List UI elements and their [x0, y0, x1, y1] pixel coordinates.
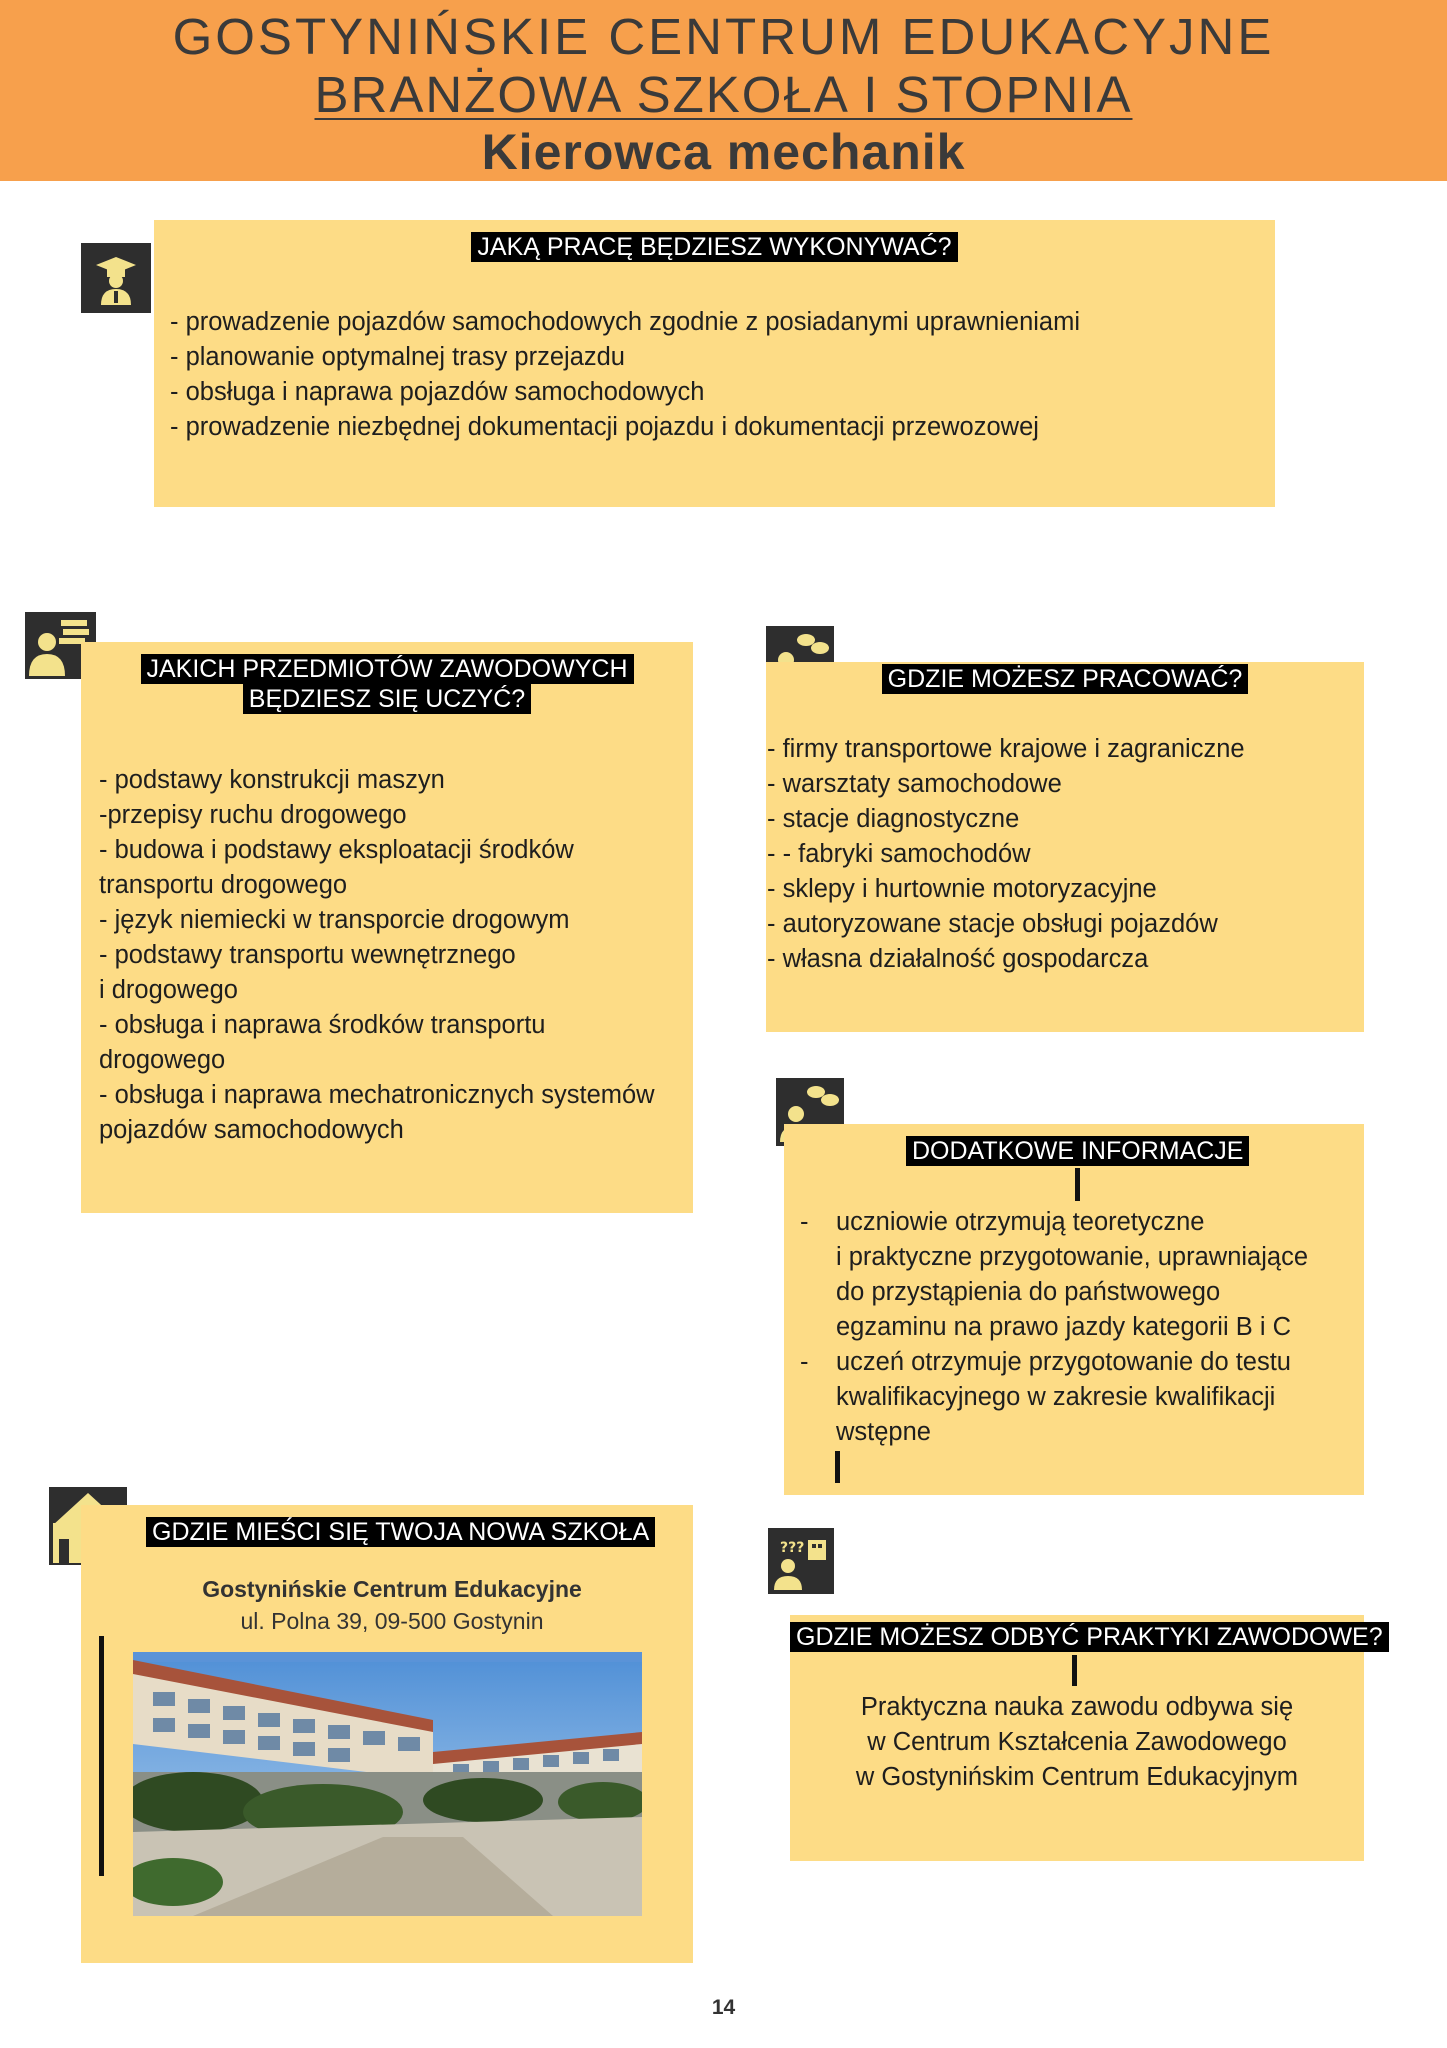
list-item: - prowadzenie niezbędnej dokumentacji pojazdu i dokumentacji przewozowej — [170, 413, 1039, 441]
subjects-section-title-line1: JAKICH PRZEDMIOTÓW ZAWODOWYCH — [141, 654, 634, 684]
list-item: i drogowego — [99, 976, 238, 1004]
list-item: do przystąpienia do państwowego — [836, 1278, 1221, 1306]
accent-bar — [1072, 1655, 1077, 1686]
list-item: - budowa i podstawy eksploatacji środków — [99, 836, 574, 864]
school-building-photo — [133, 1652, 642, 1916]
list-item: i praktyczne przygotowanie, uprawniające — [836, 1243, 1308, 1271]
text-line: Praktyczna nauka zawodu odbywa się — [860, 1693, 1294, 1721]
subjects-list — [99, 763, 655, 1148]
accent-bar — [1075, 1168, 1080, 1201]
text-line: w Gostynińskim Centrum Edukacyjnym — [855, 1763, 1299, 1791]
list-item: - stacje diagnostyczne — [767, 805, 1020, 833]
extra-info-list — [800, 1205, 1308, 1450]
work-section-title: GDZIE MOŻESZ PRACOWAĆ? — [882, 664, 1249, 694]
list-item: - warsztaty samochodowe — [767, 770, 1062, 798]
list-item: - obsługa i naprawa środków transportu — [99, 1011, 546, 1039]
school-address: ul. Polna 39, 09-500 Gostynin — [240, 1608, 544, 1634]
job-section-title: JAKĄ PRACĘ BĘDZIESZ WYKONYWAĆ? — [471, 232, 957, 262]
list-item: - prowadzenie pojazdów samochodowych zgodnie z posiadanymi uprawnieniami — [170, 308, 1081, 336]
list-item: drogowego — [99, 1046, 226, 1074]
graduate-person-icon — [81, 243, 151, 313]
text-line: w Centrum Kształcenia Zawodowego — [867, 1728, 1287, 1756]
extra-info-section-title: DODATKOWE INFORMACJE — [906, 1136, 1249, 1166]
list-item: - podstawy transportu wewnętrznego — [99, 941, 516, 969]
subjects-section-title-line2: BĘDZIESZ SIĘ UCZYĆ? — [243, 684, 531, 714]
list-item: - uczeń otrzymuje przygotowanie do testu — [800, 1348, 1291, 1376]
list-item: egzaminu na prawo jazdy kategorii B i C — [836, 1313, 1291, 1341]
profession-title: Kierowca mechanik — [481, 124, 966, 180]
school-name: Gostynińskie Centrum Edukacyjne — [202, 1576, 582, 1602]
list-item: -przepisy ruchu drogowego — [99, 801, 407, 829]
list-item: pojazdów samochodowych — [99, 1116, 404, 1144]
page-number: 14 — [711, 1996, 736, 2019]
school-section-title: GDZIE MIEŚCI SIĘ TWOJA NOWA SZKOŁA — [146, 1517, 655, 1547]
list-item: - planowanie optymalnej trasy przejazdu — [170, 343, 625, 371]
list-item: - autoryzowane stacje obsługi pojazdów — [767, 910, 1218, 938]
school-type-title: BRANŻOWA SZKOŁA I STOPNIA — [314, 66, 1133, 123]
list-item: - - fabryki samochodów — [767, 840, 1031, 868]
job-list — [170, 305, 1080, 445]
practice-section-title: GDZIE MOŻESZ ODBYĆ PRAKTYKI ZAWODOWE? — [790, 1622, 1389, 1652]
list-item: - obsługa i naprawa mechatronicznych systemów — [99, 1081, 655, 1109]
list-item: - podstawy konstrukcji maszyn — [99, 766, 445, 794]
list-item: - sklepy i hurtownie motoryzacyjne — [767, 875, 1157, 903]
list-item: - obsługa i naprawa pojazdów samochodowych — [170, 378, 705, 406]
list-item: - język niemiecki w transporcie drogowym — [99, 906, 570, 934]
list-item: transportu drogowego — [99, 871, 348, 899]
list-item: - uczniowie otrzymują teoretyczne — [800, 1208, 1205, 1236]
school-name-title: GOSTYNIŃSKIE CENTRUM EDUKACYJNE — [172, 8, 1275, 65]
accent-bar — [835, 1451, 840, 1483]
work-list — [767, 732, 1245, 977]
svg-text:???: ??? — [780, 1540, 805, 1556]
list-item: kwalifikacyjnego w zakresie kwalifikacji — [836, 1383, 1276, 1411]
accent-bar — [99, 1636, 104, 1876]
question-building-icon — [768, 1528, 834, 1594]
practice-text — [790, 1690, 1364, 1795]
list-item: wstępne — [836, 1418, 931, 1446]
list-item: - własna działalność gospodarcza — [767, 945, 1149, 973]
list-item: - firmy transportowe krajowe i zagraniczne — [767, 735, 1245, 763]
